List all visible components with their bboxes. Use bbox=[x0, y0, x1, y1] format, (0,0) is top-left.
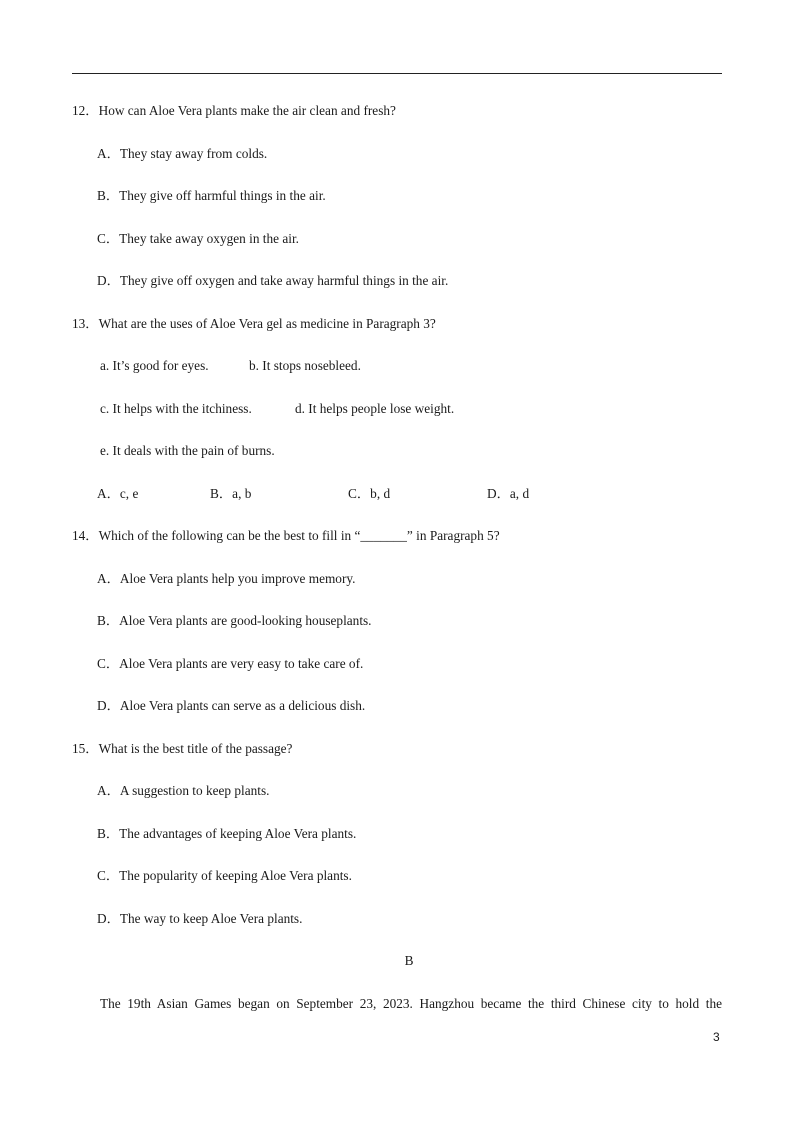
question-15-option-a: A．A suggestion to keep plants. bbox=[97, 783, 270, 798]
question-12-stem: 12．How can Aloe Vera plants make the air clean and fresh? bbox=[72, 103, 396, 118]
question-14-option-d: D．Aloe Vera plants can serve as a delicious dish. bbox=[97, 698, 366, 713]
question-13-option-a: A．c, e bbox=[97, 486, 139, 501]
question-13-item-b: b. It stops nosebleed. bbox=[249, 358, 361, 373]
question-14-option-c: C．Aloe Vera plants are very easy to take care of. bbox=[97, 656, 364, 671]
question-14-stem: 14．Which of the following can be the best to fill in “_______” in Paragraph 5? bbox=[72, 528, 500, 543]
question-15-option-b: B．The advantages of keeping Aloe Vera plants. bbox=[97, 826, 357, 841]
question-13-stem: 13．What are the uses of Aloe Vera gel as medicine in Paragraph 3? bbox=[72, 316, 436, 331]
question-14-option-a: A．Aloe Vera plants help you improve memory. bbox=[97, 571, 356, 586]
question-13-item-e: e. It deals with the pain of burns. bbox=[100, 443, 275, 458]
question-14-option-b: B．Aloe Vera plants are good-looking houseplants. bbox=[97, 613, 372, 628]
question-13-option-c: C．b, d bbox=[348, 486, 391, 501]
question-13-option-b: B．a, b bbox=[210, 486, 252, 501]
page-number: 3 bbox=[713, 1030, 720, 1044]
question-12-option-c: C．They take away oxygen in the air. bbox=[97, 231, 299, 246]
question-13-item-a: a. It’s good for eyes. bbox=[100, 358, 209, 373]
question-12-option-a: A．They stay away from colds. bbox=[97, 146, 268, 161]
question-13-item-c: c. It helps with the itchiness. bbox=[100, 401, 252, 416]
question-13-item-d: d. It helps people lose weight. bbox=[295, 401, 455, 416]
question-12-option-b: B．They give off harmful things in the air. bbox=[97, 188, 326, 203]
section-heading: B bbox=[404, 953, 414, 968]
question-15-option-c: C．The popularity of keeping Aloe Vera plants. bbox=[97, 868, 352, 883]
question-13-option-d: D．a, d bbox=[487, 486, 530, 501]
question-12-option-d: D．They give off oxygen and take away harmful things in the air. bbox=[97, 273, 449, 288]
question-15-option-d: D．The way to keep Aloe Vera plants. bbox=[97, 911, 303, 926]
question-15-stem: 15．What is the best title of the passage? bbox=[72, 741, 293, 756]
passage-first-line: The 19th Asian Games began on September 23, 2023. Hangzhou became the third Chinese city to hold the bbox=[100, 996, 722, 1011]
header-rule bbox=[72, 73, 722, 74]
